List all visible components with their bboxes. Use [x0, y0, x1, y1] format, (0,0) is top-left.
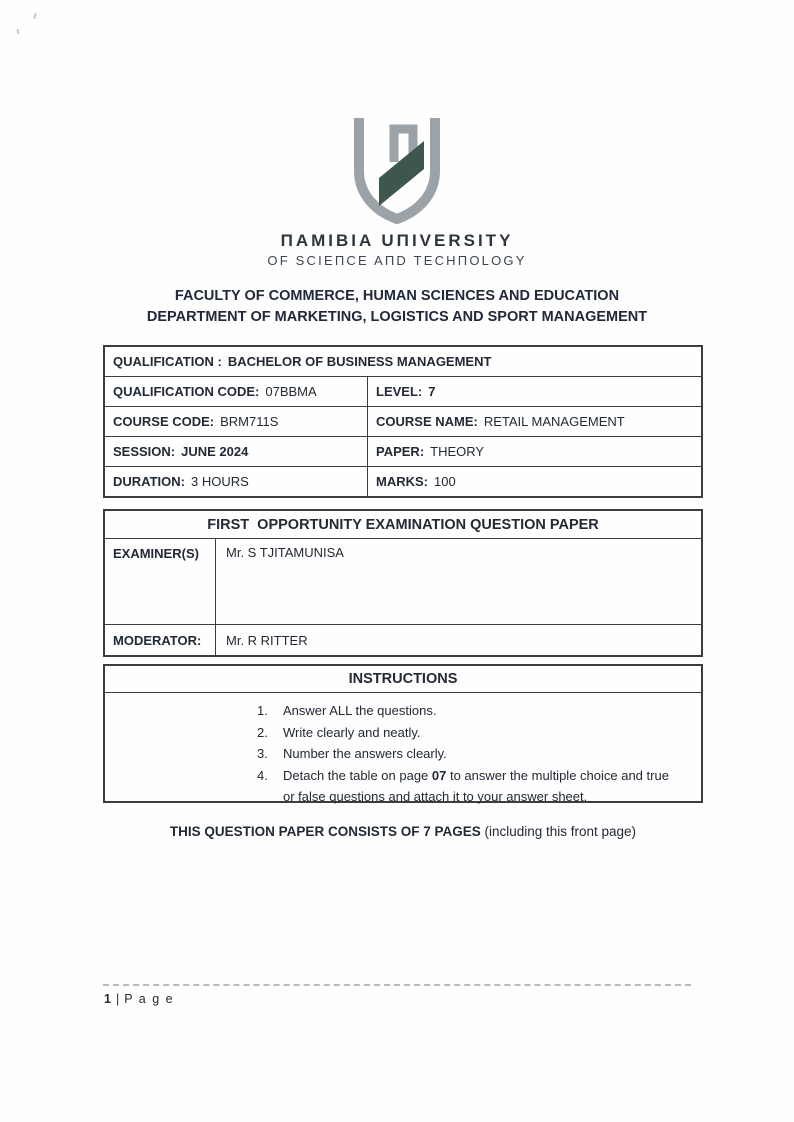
table-row: [105, 347, 701, 376]
page-count-note: [103, 824, 703, 839]
moderator-label: MODERATOR:: [113, 632, 202, 648]
instruction-text-bold: 07: [431, 767, 447, 783]
marks-label: MARKS:: [376, 474, 428, 489]
page-count-bold: THIS QUESTION PAPER CONSISTS OF 7 PAGES: [169, 824, 481, 839]
level-value: 7: [428, 384, 436, 399]
duration-value: 3 HOURS: [190, 474, 249, 489]
marks-cell: [367, 467, 701, 496]
session-label: SESSION:: [113, 444, 176, 459]
table-row: [105, 466, 701, 496]
instruction-text: [283, 743, 681, 765]
instruction-text: [283, 722, 681, 744]
marks-value: 100: [434, 474, 456, 489]
qualification-code-cell: [105, 377, 367, 406]
course-name-cell: [367, 407, 701, 436]
instruction-number: 3.: [257, 746, 268, 761]
course-name-value: RETAIL MANAGEMENT: [483, 414, 625, 429]
instruction-text: [283, 765, 681, 808]
footer-divider: [103, 984, 691, 986]
qualification-cell: [105, 347, 491, 376]
table-row: [105, 406, 701, 436]
duration-cell: [105, 467, 367, 496]
examiner-row: [105, 539, 701, 624]
qualification-label: QUALIFICATION :: [113, 354, 222, 369]
instruction-item: [257, 743, 681, 765]
university-name: ΠAMIBIA UΠIVERSITY: [280, 231, 514, 250]
footer-separator: |: [115, 992, 120, 1006]
page-count-regular: (including this front page): [480, 824, 637, 839]
instruction-text-pre: Answer ALL the questions.: [283, 703, 437, 718]
course-code-label: COURSE CODE:: [113, 414, 215, 429]
instruction-text-pre: Number the answers clearly.: [283, 746, 447, 761]
instructions-box: [103, 664, 703, 803]
paper-label: PAPER:: [376, 444, 425, 459]
qualification-code-label: QUALIFICATION CODE:: [113, 384, 260, 399]
level-cell: [367, 377, 701, 406]
instruction-text-post: to answer the multiple choice and true or false questions and attach it to your answer sheet.: [283, 767, 669, 804]
instruction-number: 2.: [257, 724, 268, 740]
examiner-label: EXAMINER(S): [113, 546, 199, 561]
moderator-value: Mr. R RITTER: [215, 625, 701, 655]
instruction-text-pre: Detach the table on page: [283, 767, 432, 783]
instructions-list: [105, 693, 701, 808]
qualification-value: BACHELOR OF BUSINESS MANAGEMENT: [227, 354, 492, 369]
instruction-text-pre: Write clearly and neatly.: [283, 724, 421, 740]
page-footer: [104, 992, 174, 1006]
session-value: JUNE 2024: [181, 444, 249, 459]
instruction-number: 4.: [257, 767, 268, 783]
exam-paper-table: [103, 509, 703, 657]
table-row: [105, 436, 701, 466]
instruction-number: 1.: [257, 703, 268, 718]
footer-label: P a g e: [124, 992, 175, 1006]
course-code-cell: [105, 407, 367, 436]
level-label: LEVEL:: [376, 384, 423, 399]
qualification-code-value: 07BBMA: [265, 384, 317, 399]
qualification-table: [103, 345, 703, 498]
duration-label: DURATION:: [113, 474, 185, 489]
instruction-item: [257, 700, 681, 722]
course-code-value: BRM711S: [220, 414, 279, 429]
scan-artifact: [33, 13, 37, 19]
exam-paper-title: FIRST OPPORTUNITY EXAMINATION QUESTION PAPER: [105, 511, 701, 539]
page-number: 1: [104, 992, 111, 1006]
session-cell: [105, 437, 367, 466]
moderator-row: [105, 624, 701, 655]
instruction-text: [283, 700, 681, 722]
department-heading: DEPARTMENT OF MARKETING, LOGISTICS AND SPORT MANAGEMENT: [146, 309, 648, 325]
paper-value: THEORY: [430, 444, 485, 459]
course-name-label: COURSE NAME:: [376, 414, 478, 429]
faculty-heading: FACULTY OF COMMERCE, HUMAN SCIENCES AND EDUCATION: [174, 288, 620, 304]
university-subtitle: OF SCIEΠCE AΠD TECHΠOLOGY: [267, 253, 527, 268]
scan-artifact: [17, 29, 20, 34]
university-logo-icon: [349, 116, 445, 224]
examiner-value: Mr. S TJITAMUNISA: [215, 539, 701, 624]
instruction-item: [257, 765, 681, 808]
instructions-title: INSTRUCTIONS: [105, 666, 701, 693]
table-row: [105, 376, 701, 406]
paper-cell: [367, 437, 701, 466]
instruction-item: [257, 722, 681, 744]
